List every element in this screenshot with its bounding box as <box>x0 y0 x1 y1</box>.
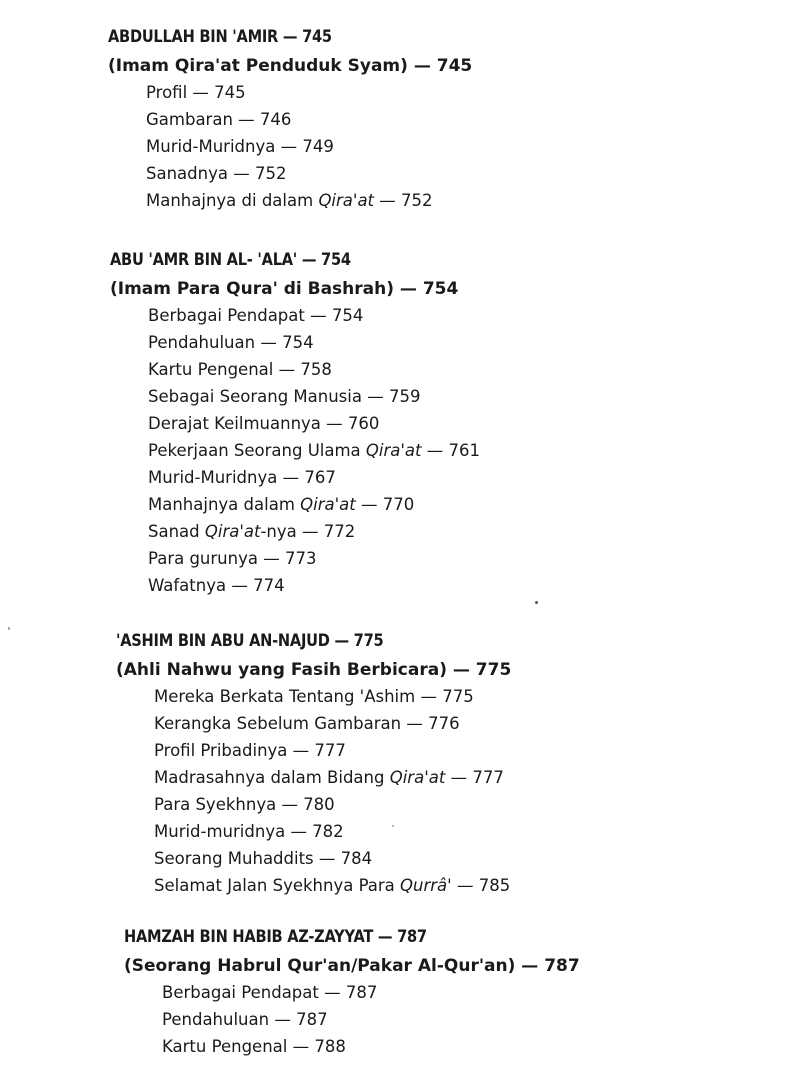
entry-page-ref: — 761 <box>421 441 480 460</box>
entry-text: Murid-muridnya — 782 <box>154 822 344 841</box>
toc-section <box>108 26 472 214</box>
entry-page-ref: — 777 <box>445 768 504 787</box>
section-heading: 'ASHIM BIN ABU AN-NAJUD — 775 <box>116 631 384 651</box>
entry-text: Gambaran — 746 <box>146 110 292 129</box>
entry-text: Berbagai Pendapat — 754 <box>148 306 364 325</box>
toc-entry[interactable] <box>110 383 480 410</box>
toc-section <box>124 926 580 1060</box>
entry-text: Mereka Berkata Tentang 'Ashim — 775 <box>154 687 474 706</box>
entry-list <box>124 979 580 1060</box>
section-heading: ABDULLAH BIN 'AMIR — 745 <box>108 27 332 47</box>
toc-entry[interactable] <box>110 572 480 599</box>
entry-text: Madrasahnya dalam Bidang <box>154 768 390 787</box>
entry-italic-term: Qira'at <box>204 522 261 541</box>
toc-entry[interactable] <box>110 518 480 545</box>
entry-text: Pendahuluan — 787 <box>162 1010 328 1029</box>
entry-text: Para Syekhnya — 780 <box>154 795 335 814</box>
section-heading: HAMZAH BIN HABIB AZ-ZAYYAT — 787 <box>124 927 427 947</box>
section-heading: ABU 'AMR BIN AL- 'ALA' — 754 <box>110 250 351 270</box>
entry-text: Kartu Pengenal — 758 <box>148 360 332 379</box>
toc-entry[interactable] <box>124 1033 580 1060</box>
entry-text: Profil Pribadinya — 777 <box>154 741 346 760</box>
toc-entry[interactable] <box>124 979 580 1006</box>
toc-entry[interactable] <box>116 791 511 818</box>
toc-entry[interactable] <box>116 710 511 737</box>
section-subheading: (Imam Qira'at Penduduk Syam) — 745 <box>108 56 473 76</box>
entry-italic-term: Qira'at <box>365 441 422 460</box>
entry-text: Manhajnya di dalam <box>146 191 319 210</box>
entry-italic-term: Qira'at <box>300 495 356 514</box>
toc-entry[interactable] <box>116 872 511 899</box>
toc-entry[interactable] <box>124 1006 580 1033</box>
entry-page-ref: — 785 <box>451 876 511 895</box>
toc-entry[interactable] <box>116 818 511 845</box>
toc-section <box>110 249 480 599</box>
entry-text: Murid-Muridnya — 749 <box>146 137 334 156</box>
toc-entry[interactable] <box>108 187 472 214</box>
entry-text: Pekerjaan Seorang Ulama <box>148 441 366 460</box>
paper-speck <box>392 825 394 827</box>
toc-entry[interactable] <box>108 133 472 160</box>
toc-entry[interactable] <box>110 437 480 464</box>
toc-entry[interactable] <box>110 356 480 383</box>
entry-text: Sanadnya — 752 <box>146 164 287 183</box>
entry-text: Sanad <box>148 522 205 541</box>
entry-text: Sebagai Seorang Manusia — 759 <box>148 387 421 406</box>
entry-italic-term: Qurrâ' <box>400 876 452 895</box>
entry-text: Murid-Muridnya — 767 <box>148 468 336 487</box>
paper-speck <box>535 601 538 604</box>
entry-text: Berbagai Pendapat — 787 <box>162 983 378 1002</box>
entry-text: Kerangka Sebelum Gambaran — 776 <box>154 714 460 733</box>
entry-page-ref: — 752 <box>374 191 433 210</box>
entry-list <box>110 302 480 599</box>
toc-entry[interactable] <box>116 845 511 872</box>
toc-entry[interactable] <box>108 160 472 187</box>
toc-entry[interactable] <box>110 464 480 491</box>
entry-text: Derajat Keilmuannya — 760 <box>148 414 380 433</box>
toc-entry[interactable] <box>108 106 472 133</box>
entry-text: Manhajnya dalam <box>148 495 301 514</box>
entry-page-ref: -nya — 772 <box>260 522 356 541</box>
toc-entry[interactable] <box>116 683 511 710</box>
entry-text: Profil — 745 <box>146 83 246 102</box>
entry-list <box>108 79 472 214</box>
entry-italic-term: Qira'at <box>389 768 446 787</box>
toc-entry[interactable] <box>110 410 480 437</box>
entry-text: Pendahuluan — 754 <box>148 333 314 352</box>
entry-italic-term: Qira'at <box>318 191 375 210</box>
entry-text: Para gurunya — 773 <box>148 549 317 568</box>
paper-speck <box>8 627 10 630</box>
section-subheading: (Imam Para Qura' di Bashrah) — 754 <box>110 279 459 299</box>
entry-text: Wafatnya — 774 <box>148 576 285 595</box>
entry-page-ref: — 770 <box>355 495 415 514</box>
toc-entry[interactable] <box>110 329 480 356</box>
toc-entry[interactable] <box>108 79 472 106</box>
entry-text: Selamat Jalan Syekhnya Para <box>154 876 401 895</box>
toc-entry[interactable] <box>110 545 480 572</box>
toc-entry[interactable] <box>116 764 511 791</box>
toc-entry[interactable] <box>116 737 511 764</box>
section-subheading: (Ahli Nahwu yang Fasih Berbicara) — 775 <box>116 660 512 680</box>
section-subheading: (Seorang Habrul Qur'an/Pakar Al-Qur'an) — 787 <box>124 956 580 976</box>
entry-list <box>116 683 511 899</box>
entry-text: Kartu Pengenal — 788 <box>162 1037 346 1056</box>
entry-text: Seorang Muhaddits — 784 <box>154 849 373 868</box>
toc-entry[interactable] <box>110 302 480 329</box>
toc-section <box>116 630 511 899</box>
toc-entry[interactable] <box>110 491 480 518</box>
